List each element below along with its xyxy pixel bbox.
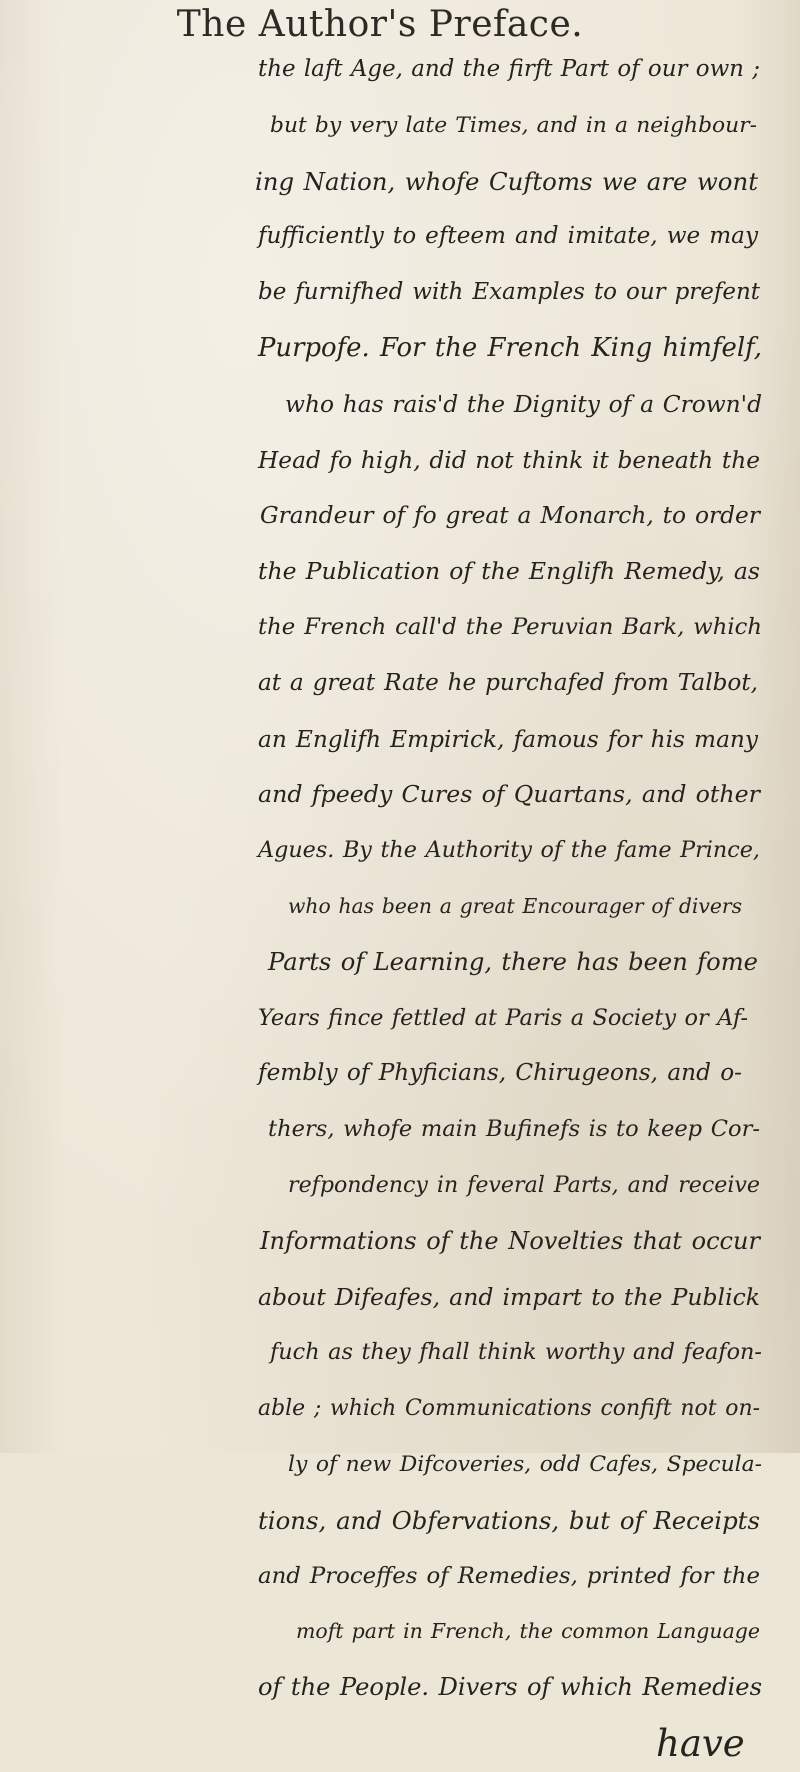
body-text — [0, 42, 800, 1772]
text-line: thers, whofe main Bufinefs is to keep Cor- — [268, 1116, 760, 1143]
text-line: ing Nation, whofe Cuftoms we are wont — [255, 166, 758, 196]
text-line: refpondency in feveral Parts, and receive — [288, 1171, 760, 1198]
text-line: fuch as they fhall think worthy and feafon- — [270, 1339, 762, 1366]
text-line: an Englifh Empirick, famous for his many — [258, 725, 758, 753]
text-line: be furnifhed with Examples to our prefent — [258, 279, 760, 306]
text-line: Purpofe. For the French King himfelf, — [258, 332, 762, 363]
text-line: able ; which Communications confift not on- — [258, 1396, 760, 1422]
text-line: the French call'd the Peruvian Bark, which — [258, 613, 762, 640]
text-line: Informations of the Novelties that occur — [260, 1226, 760, 1255]
text-line: at a great Rate he purchafed from Talbot, — [258, 669, 758, 696]
text-line: fufficiently to efteem and imitate, we may — [258, 223, 758, 250]
text-line: and fpeedy Cures of Quartans, and other — [258, 780, 760, 809]
text-line: who has rais'd the Dignity of a Crown'd — [285, 390, 762, 418]
text-line: and Proceffes of Remedies, printed for the — [258, 1562, 760, 1589]
text-line: Parts of Learning, there has been fome — [268, 947, 758, 976]
text-line: but by very late Times, and in a neighbour- — [270, 112, 757, 138]
text-line: tions, and Obfervations, but of Receipts — [258, 1505, 760, 1535]
text-line: the Publication of the Englifh Remedy, as — [258, 557, 760, 586]
text-line: fembly of Phyficians, Chirugeons, and o- — [258, 1060, 742, 1087]
text-line: the laft Age, and the firft Part of our own ; — [258, 56, 760, 82]
running-head-text: The Author's Preface. — [176, 4, 584, 45]
text-line: Years fince fettled at Paris a Society or Af- — [258, 1004, 748, 1031]
text-line: ly of new Difcoveries, odd Cafes, Specula- — [288, 1451, 762, 1477]
text-line: Head fo high, did not think it beneath the — [258, 446, 760, 474]
running-head — [0, 4, 800, 45]
text-line: Grandeur of fo great a Monarch, to order — [260, 502, 760, 530]
catchword: have — [656, 1721, 745, 1765]
text-line: Agues. By the Authority of the fame Prince, — [258, 837, 760, 864]
text-line: moft part in French, the common Language — [296, 1619, 760, 1644]
text-line: who has been a great Encourager of divers — [288, 893, 742, 918]
text-line: about Difeafes, and impart to the Publick — [258, 1282, 760, 1311]
text-line: of the People. Divers of which Remedies — [258, 1673, 762, 1702]
